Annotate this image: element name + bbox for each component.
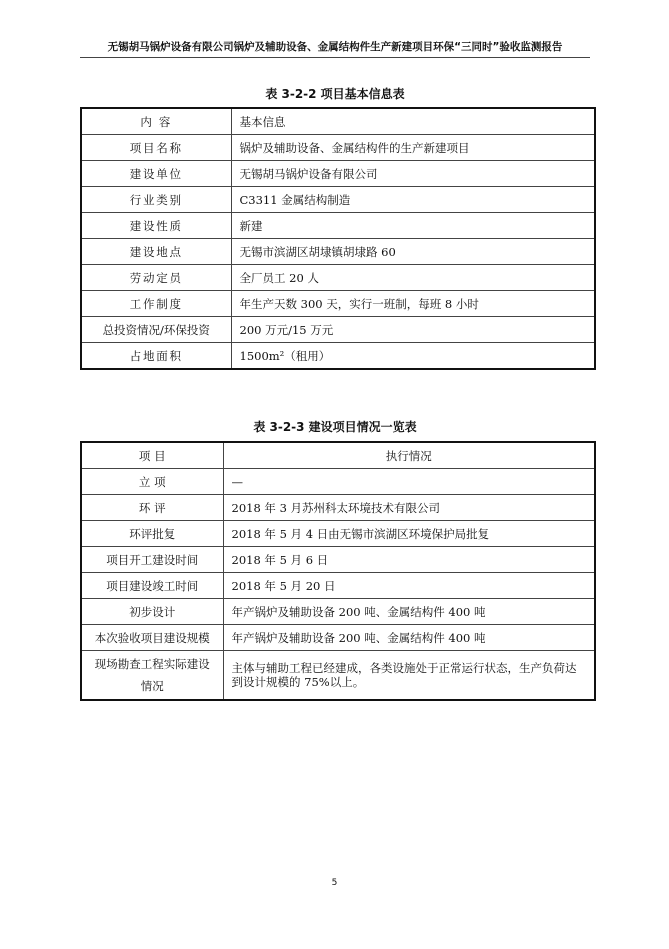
row-value: 全厂员工 20 人 [231, 265, 595, 291]
row-label: 内 容 [81, 108, 231, 135]
row-label: 行业类别 [81, 187, 231, 213]
row-value: 1500m²（租用） [231, 343, 595, 370]
row-label: 项目名称 [81, 135, 231, 161]
row-label: 建设性质 [81, 213, 231, 239]
table-row [81, 291, 595, 317]
row-label: 初步设计 [81, 599, 223, 625]
row-label: 立 项 [81, 469, 223, 495]
row-value: 2018 年 5 月 20 日 [223, 573, 595, 599]
table-row [81, 108, 595, 135]
row-label: 环评批复 [81, 521, 223, 547]
row-label: 总投资情况/环保投资 [81, 317, 231, 343]
table-row [81, 213, 595, 239]
row-value: 无锡胡马锅炉设备有限公司 [231, 161, 595, 187]
row-value: 基本信息 [231, 108, 595, 135]
table-row [81, 317, 595, 343]
row-value: 执行情况 [223, 442, 595, 469]
table-row [81, 469, 595, 495]
row-label: 占地面积 [81, 343, 231, 370]
row-value: 锅炉及辅助设备、金属结构件的生产新建项目 [231, 135, 595, 161]
row-value: 2018 年 5 月 4 日由无锡市滨湖区环境保护局批复 [223, 521, 595, 547]
table-caption-project-status: 表 3-2-3 建设项目情况一览表 [253, 420, 417, 434]
table-caption-basic-info: 表 3-2-2 项目基本信息表 [265, 87, 405, 101]
table-row [81, 135, 595, 161]
row-value: — [223, 469, 595, 495]
table-row [81, 187, 595, 213]
table-row [81, 651, 595, 701]
row-value: 新建 [231, 213, 595, 239]
row-value: 年产锅炉及辅助设备 200 吨、金属结构件 400 吨 [223, 599, 595, 625]
row-value: 年产锅炉及辅助设备 200 吨、金属结构件 400 吨 [223, 625, 595, 651]
row-value: 无锡市滨湖区胡埭镇胡埭路 60 [231, 239, 595, 265]
row-value: 2018 年 5 月 6 日 [223, 547, 595, 573]
table-row [81, 573, 595, 599]
table-row [81, 599, 595, 625]
table-row [81, 547, 595, 573]
row-value: 200 万元/15 万元 [231, 317, 595, 343]
table-row [81, 521, 595, 547]
row-value: C3311 金属结构制造 [231, 187, 595, 213]
row-value: 2018 年 3 月苏州科太环境技术有限公司 [223, 495, 595, 521]
row-value: 主体与辅助工程已经建成，各类设施处于正常运行状态，生产负荷达到设计规模的 75%以上。 [223, 651, 595, 701]
table-row [81, 161, 595, 187]
project-basic-info-table [80, 107, 596, 370]
row-label: 本次验收项目建设规模 [81, 625, 223, 651]
row-value: 年生产天数 300 天，实行一班制，每班 8 小时 [231, 291, 595, 317]
project-status-table [80, 441, 596, 701]
table-row [81, 442, 595, 469]
report-header: 无锡胡马锅炉设备有限公司锅炉及辅助设备、金属结构件生产新建项目环保“三同时”验收监测报告 [107, 41, 563, 53]
row-label: 环 评 [81, 495, 223, 521]
table-row [81, 495, 595, 521]
row-label: 工作制度 [81, 291, 231, 317]
page-number: 5 [331, 878, 338, 888]
row-label: 项 目 [81, 442, 223, 469]
row-label: 项目开工建设时间 [81, 547, 223, 573]
row-label: 建设地点 [81, 239, 231, 265]
row-label: 现场勘查工程实际建设情况 [81, 651, 223, 701]
table-row [81, 625, 595, 651]
row-label: 建设单位 [81, 161, 231, 187]
table-row [81, 265, 595, 291]
row-label: 项目建设竣工时间 [81, 573, 223, 599]
table-row [81, 239, 595, 265]
row-label: 劳动定员 [81, 265, 231, 291]
header-divider [80, 57, 590, 58]
table-row [81, 343, 595, 370]
